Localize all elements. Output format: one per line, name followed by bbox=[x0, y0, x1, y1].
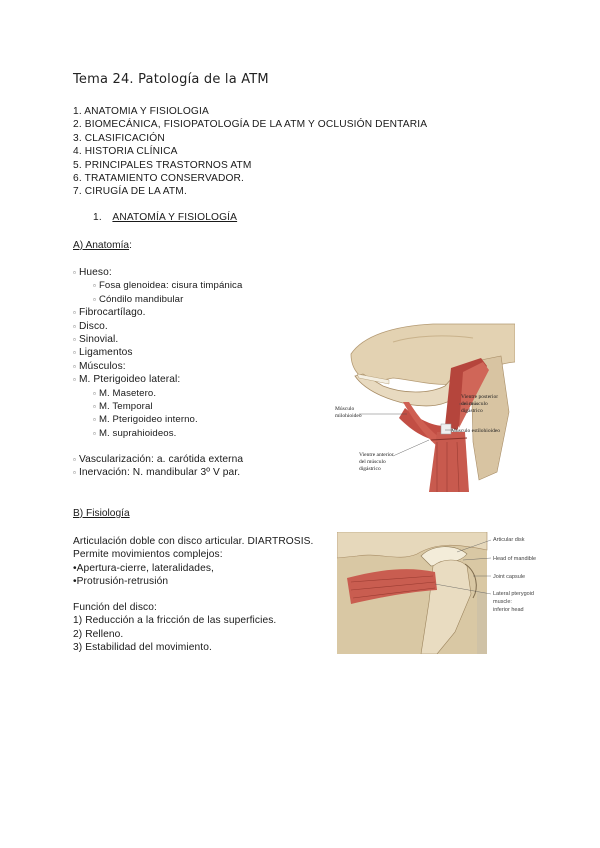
table-of-contents bbox=[73, 105, 427, 199]
paragraph-line: •Protrusión-retrusión bbox=[73, 576, 169, 588]
bullet-icon: ▫ bbox=[93, 402, 96, 412]
disc-function-title: Función del disco: bbox=[73, 602, 157, 613]
list-item: ▫ Músculos: bbox=[73, 360, 126, 372]
label-lateral-pterygoid-2: muscle: bbox=[493, 599, 512, 605]
label-lateral-pterygoid-3: inferior head bbox=[493, 607, 524, 613]
physiology-text bbox=[73, 535, 313, 589]
list-item: ▫ M. Pterigoideo lateral: bbox=[73, 374, 181, 386]
paragraph-line: •Apertura-cierre, lateralidades, bbox=[73, 562, 214, 574]
toc-item: 7. CIRUGÍA DE LA ATM. bbox=[73, 186, 187, 198]
list-item: ▫ Disco. bbox=[73, 320, 108, 332]
list-item: ▫ Fosa glenoidea: cisura timpánica bbox=[93, 280, 243, 292]
label-lateral-pterygoid-1: Lateral pterygoid bbox=[493, 591, 534, 597]
disc-function-item: 2) Relleno. bbox=[73, 628, 124, 640]
bullet-icon: ▫ bbox=[93, 281, 96, 291]
anatomy-heading bbox=[73, 240, 132, 251]
list-item: ▫ M. suprahioideos. bbox=[93, 427, 177, 439]
list-item: ▫ M. Pterigoideo interno. bbox=[93, 414, 198, 426]
bullet-icon: ▫ bbox=[93, 388, 96, 398]
list-item: ▫ M. Masetero. bbox=[93, 387, 157, 399]
bullet-icon: ▫ bbox=[93, 415, 96, 425]
bullet-icon: ▫ bbox=[73, 268, 76, 277]
anatomy-heading-text: A) Anatomía bbox=[73, 240, 130, 251]
paragraph-line: Articulación doble con disco articular. DIARTROSIS. bbox=[73, 536, 314, 547]
hyoid-tendon bbox=[441, 424, 451, 434]
section-label: ANATOMÍA Y FISIOLOGÍA bbox=[112, 212, 238, 223]
list-item: ▫ Cóndilo mandibular bbox=[93, 293, 184, 305]
page-title: Tema 24. Patología de la ATM bbox=[73, 72, 269, 87]
anatomy-list bbox=[73, 266, 242, 440]
list-item: ▫ Ligamentos bbox=[73, 347, 133, 359]
list-item: ▫ Fibrocartílago. bbox=[73, 307, 146, 319]
bullet-icon: ▫ bbox=[73, 348, 76, 358]
toc-item: 6. TRATAMIENTO CONSERVADOR. bbox=[73, 173, 245, 185]
section-number: 1. bbox=[93, 212, 102, 223]
disc-function-item: 1) Reducción a la fricción de las superficies. bbox=[73, 615, 277, 627]
toc-item: 2. BIOMECÁNICA, FISIOPATOLOGÍA DE LA ATM Y OCLUSIÓN DENTARIA bbox=[73, 119, 428, 131]
bullet-icon: ▫ bbox=[93, 294, 96, 304]
list-item: ▫ Vascularización: a. carótida externa bbox=[73, 454, 244, 465]
label-joint-capsule: Joint capsule bbox=[493, 574, 526, 580]
anatomy-heading-colon: : bbox=[129, 240, 132, 251]
toc-item: 1. ANATOMIA Y FISIOLOGIA bbox=[73, 106, 209, 117]
toc-item: 3. CLASIFICACIÓN bbox=[73, 132, 165, 144]
label-articular-disk: Articular disk bbox=[493, 537, 525, 543]
bullet-icon: ▫ bbox=[73, 361, 76, 371]
bullet-icon: ▫ bbox=[73, 375, 76, 385]
anatomy-extra-list bbox=[73, 453, 243, 480]
section-heading bbox=[93, 212, 237, 223]
physiology-heading bbox=[73, 508, 130, 519]
physiology-heading-text: B) Fisiología bbox=[73, 508, 130, 519]
disc-function-block bbox=[73, 601, 276, 655]
list-item: ▫ Hueso: bbox=[73, 267, 112, 278]
label-post-digastric-1: Vientre posterior bbox=[461, 394, 499, 400]
paragraph-line: Permite movimientos complejos: bbox=[73, 549, 223, 561]
label-ant-digastric-3: digástrico bbox=[359, 466, 381, 472]
bullet-icon: ▫ bbox=[93, 428, 96, 438]
label-stylohyoid: Músculo estilohioideo bbox=[451, 428, 501, 434]
label-ant-digastric-2: del músculo bbox=[359, 459, 386, 465]
label-milohyoid-1: Músculo bbox=[335, 406, 355, 412]
tmj-section-figure bbox=[337, 532, 545, 654]
label-milohyoid-2: milohioideo bbox=[335, 413, 362, 419]
label-post-digastric-3: digástrico bbox=[461, 408, 483, 414]
bone-edge bbox=[477, 592, 487, 654]
bullet-icon: ▫ bbox=[73, 321, 76, 331]
disc-function-item: 3) Estabilidad del movimiento. bbox=[73, 642, 212, 654]
toc-item: 4. HISTORIA CLÍNICA bbox=[73, 146, 178, 158]
bullet-icon: ▫ bbox=[73, 455, 76, 464]
bullet-icon: ▫ bbox=[73, 468, 76, 478]
bullet-icon: ▫ bbox=[73, 335, 76, 345]
bullet-icon: ▫ bbox=[73, 308, 76, 318]
toc-item: 5. PRINCIPALES TRASTORNOS ATM bbox=[73, 159, 252, 171]
list-item: ▫ M. Temporal bbox=[93, 401, 153, 413]
label-head-of-mandible: Head of mandible bbox=[493, 556, 537, 562]
label-ant-digastric-1: Vientre anterior bbox=[359, 452, 394, 458]
list-item: ▫ Sinovial. bbox=[73, 334, 119, 346]
suprahyoid-muscles-figure bbox=[333, 322, 515, 494]
list-item: ▫ Inervación: N. mandibular 3º V par. bbox=[73, 467, 241, 479]
label-post-digastric-2: del músculo bbox=[461, 401, 488, 407]
